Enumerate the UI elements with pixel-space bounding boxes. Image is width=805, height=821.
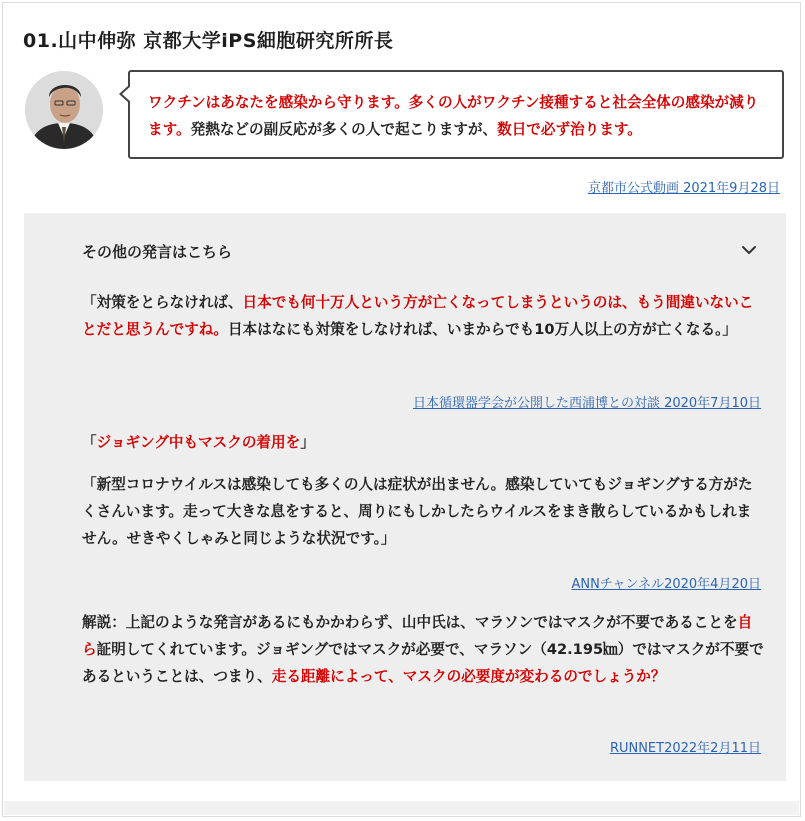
article-card <box>2 2 801 817</box>
statement-2-heading-open: 「 <box>82 434 97 451</box>
statement-2-heading <box>82 429 764 456</box>
quote-emphasis: ワクチンはあなたを感染から守ります。多くの人がワクチン接種すると社会全体の感染が減ります。 <box>148 94 759 138</box>
person-portrait-icon <box>25 71 103 149</box>
quote-emphasis-end: 数日で必ず治ります。 <box>497 121 642 138</box>
card-footer-band <box>4 801 799 815</box>
quote-text: 発熱などの副反応が多くの人で起こりますが、 <box>190 121 498 138</box>
statement-2-source-link[interactable]: ANNチャンネル2020年4月20日 <box>571 577 761 592</box>
statement-2-body: 「新型コロナウイルスは感染しても多くの人は症状が出ません。感染していてもジョギングする方がたくさんいます。走って大きな息をすると、周りにもしかしたらウイルスをまき散らしているかもしれません。せきやくしゃみと同じような状況です。」 <box>82 476 753 547</box>
statement-2-heading-text: ジョギング中もマスクの着用を <box>96 434 301 451</box>
quote-source-link[interactable]: 京都市公式動画 2021年9月28日 <box>587 181 780 196</box>
commentary-emphasis-2: 走る距離によって、マスクの必要度が変わるのでしょうか？ <box>271 668 666 685</box>
avatar <box>25 71 103 149</box>
statement-1-source-link[interactable]: 日本循環器学会が公開した西浦博との対談 2020年7月10日 <box>412 396 761 411</box>
statement-1-open: 「対策をとらなければ、 <box>82 294 243 311</box>
commentary-emphasis-1: 自ら <box>82 614 753 658</box>
quote-bubble <box>128 70 784 159</box>
statement-1-close: 日本はなにも対策をしなければ、いまからでも10万人以上の方が亡くなる。」 <box>227 321 738 338</box>
commentary-text-1: 解説：上記のような発言があるにもかかわらず、山中氏は、マラソンではマスクが不要であることを <box>82 614 738 631</box>
statement-2-heading-close: 」 <box>300 434 315 451</box>
other-statements-toggle[interactable]: その他の発言はこちら <box>82 243 233 261</box>
chevron-down-icon[interactable] <box>740 243 758 257</box>
other-statements-panel <box>24 213 786 781</box>
commentary-text-2: 証明してくれています。ジョギングではマスクが必要で、マラソン（42.195㎞）ではマスクが不要であるということは、つまり、 <box>82 641 764 685</box>
commentary-source-link[interactable]: RUNNET2022年2月11日 <box>609 741 761 756</box>
section-title: 01.山中伸弥 京都大学iPS細胞研究所所長 <box>23 30 394 52</box>
statement-1-emphasis: 日本でも何十万人という方が亡くなってしまうというのは、もう間違いないことだと思うんですね。 <box>82 294 754 338</box>
commentary <box>82 609 764 690</box>
statement-1 <box>82 289 764 343</box>
